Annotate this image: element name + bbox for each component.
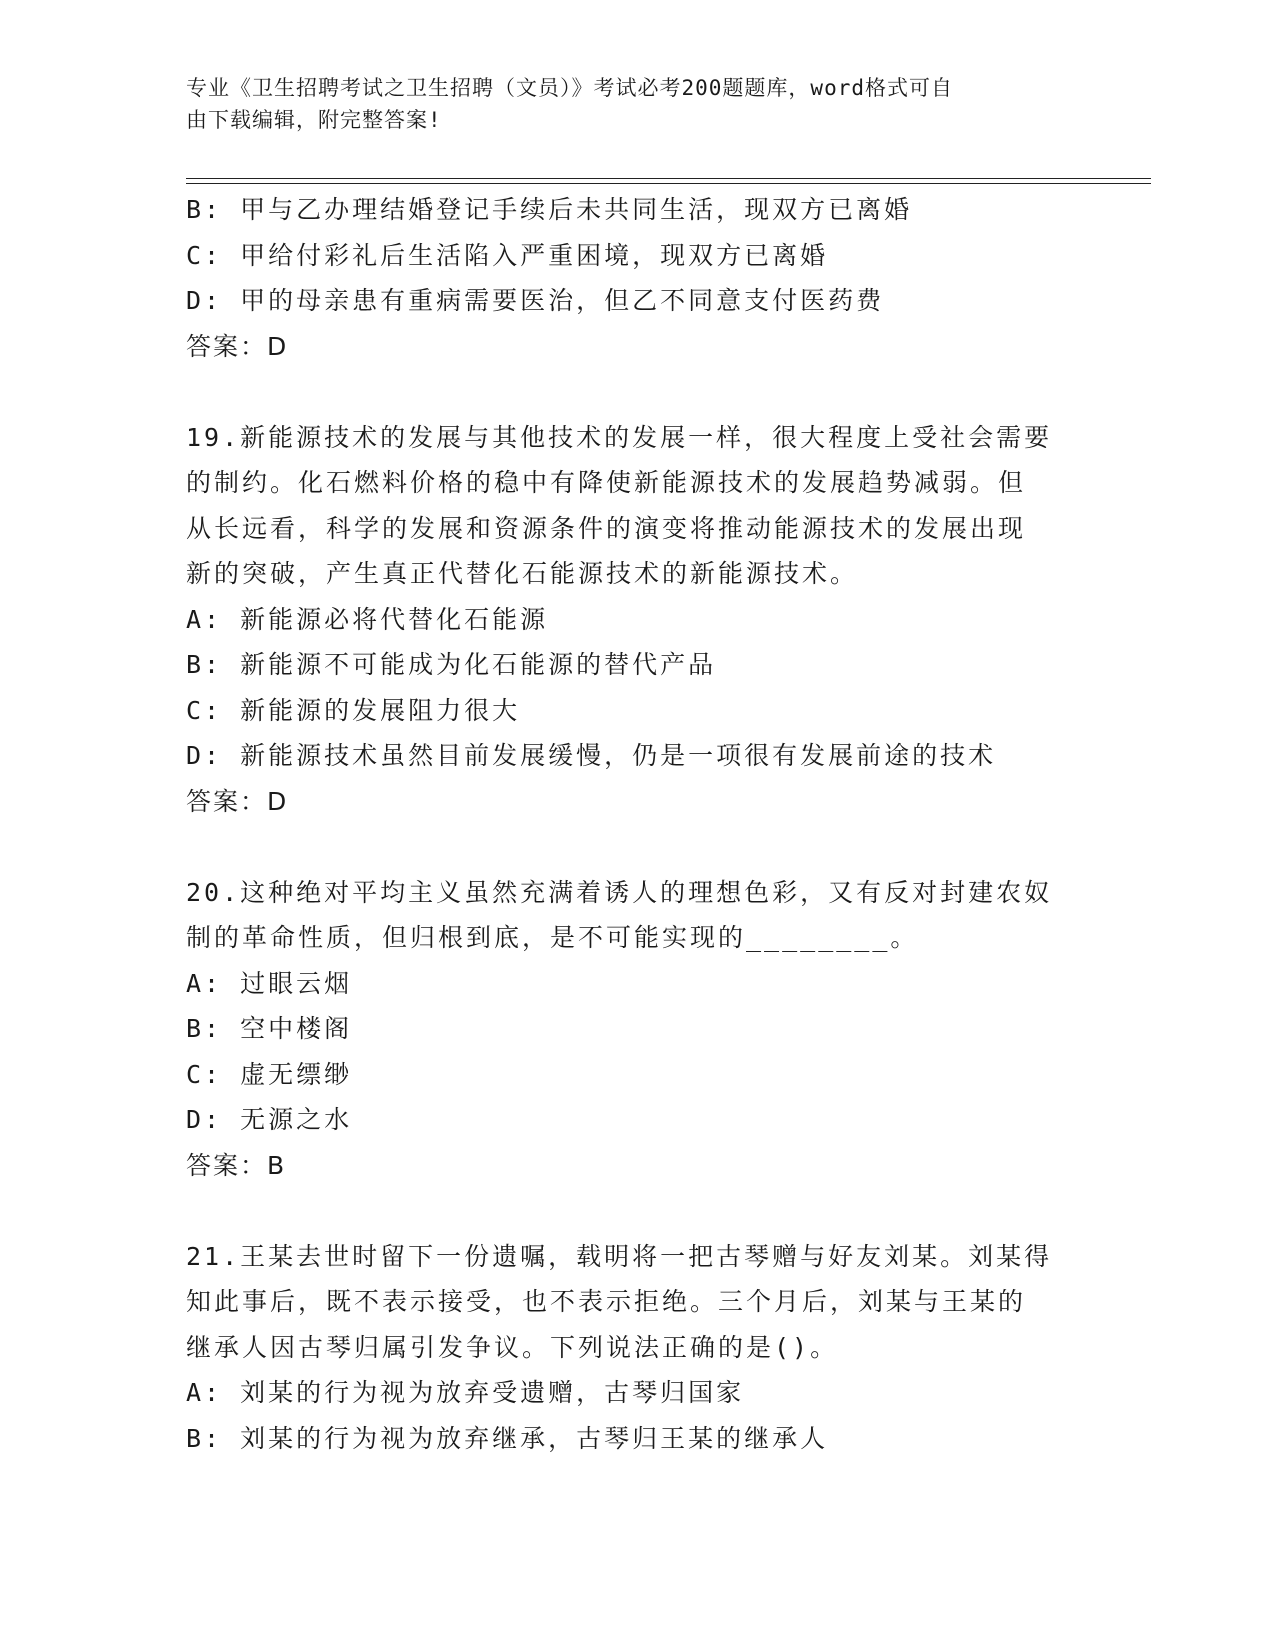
q20-answer: 答案：B	[186, 1150, 287, 1180]
q20-option-d: D: 无源之水	[186, 1105, 353, 1134]
q21-stem-line: 21.王某去世时留下一份遗嘱，载明将一把古琴赠与好友刘某。刘某得	[186, 1241, 1053, 1271]
q18-option-b: B: 甲与乙办理结婚登记手续后未共同生活，现双方已离婚	[186, 195, 913, 224]
q19-option-c: C: 新能源的发展阻力很大	[186, 695, 521, 725]
q21-option-a: A: 刘某的行为视为放弃受遗赠，古琴归国家	[186, 1378, 745, 1407]
document-body	[186, 187, 1106, 1461]
spacer	[186, 824, 1106, 870]
header-divider-top	[186, 178, 1151, 179]
question-19	[186, 415, 1106, 825]
q18-answer: 答案：D	[186, 331, 289, 361]
question-20	[186, 870, 1106, 1189]
q19-stem-line: 的制约。化石燃料价格的稳中有降使新能源技术的发展趋势减弱。但	[186, 468, 1027, 497]
q19-stem-line: 新的突破，产生真正代替化石能源技术的新能源技术。	[186, 559, 859, 588]
header-title-line-2: 由下载编辑，附完整答案!	[186, 108, 442, 132]
q20-option-b: B: 空中楼阁	[186, 1014, 353, 1043]
header-title-line-1: 专业《卫生招聘考试之卫生招聘（文员）》考试必考200题题库，word格式可自	[186, 76, 953, 100]
q19-answer: 答案：D	[186, 786, 289, 816]
question-21	[186, 1234, 1106, 1462]
spacer	[186, 369, 1106, 415]
document-header	[186, 72, 1086, 136]
header-divider-bottom	[186, 183, 1151, 184]
question-18-tail	[186, 187, 1106, 369]
q20-option-a: A: 过眼云烟	[186, 968, 353, 998]
q20-stem-line: 20.这种绝对平均主义虽然充满着诱人的理想色彩，又有反对封建农奴	[186, 877, 1053, 907]
spacer	[186, 1188, 1106, 1234]
q18-option-d: D: 甲的母亲患有重病需要医治，但乙不同意支付医药费	[186, 286, 885, 315]
q19-option-a: A: 新能源必将代替化石能源	[186, 604, 549, 634]
q21-stem-line: 继承人因古琴归属引发争议。下列说法正确的是()。	[186, 1332, 839, 1362]
q18-option-c: C: 甲给付彩礼后生活陷入严重困境，现双方已离婚	[186, 240, 829, 270]
q21-option-b: B: 刘某的行为视为放弃继承，古琴归王某的继承人	[186, 1423, 829, 1453]
q20-option-c: C: 虚无缥缈	[186, 1059, 353, 1089]
q19-stem-line: 19.新能源技术的发展与其他技术的发展一样，很大程度上受社会需要	[186, 422, 1053, 452]
q19-option-d: D: 新能源技术虽然目前发展缓慢，仍是一项很有发展前途的技术	[186, 741, 997, 770]
q19-option-b: B: 新能源不可能成为化石能源的替代产品	[186, 650, 717, 679]
q20-stem-line: 制的革命性质，但归根到底，是不可能实现的________。	[186, 923, 919, 952]
q21-stem-line: 知此事后，既不表示接受，也不表示拒绝。三个月后，刘某与王某的	[186, 1287, 1027, 1316]
q19-stem-line: 从长远看，科学的发展和资源条件的演变将推动能源技术的发展出现	[186, 513, 1027, 543]
